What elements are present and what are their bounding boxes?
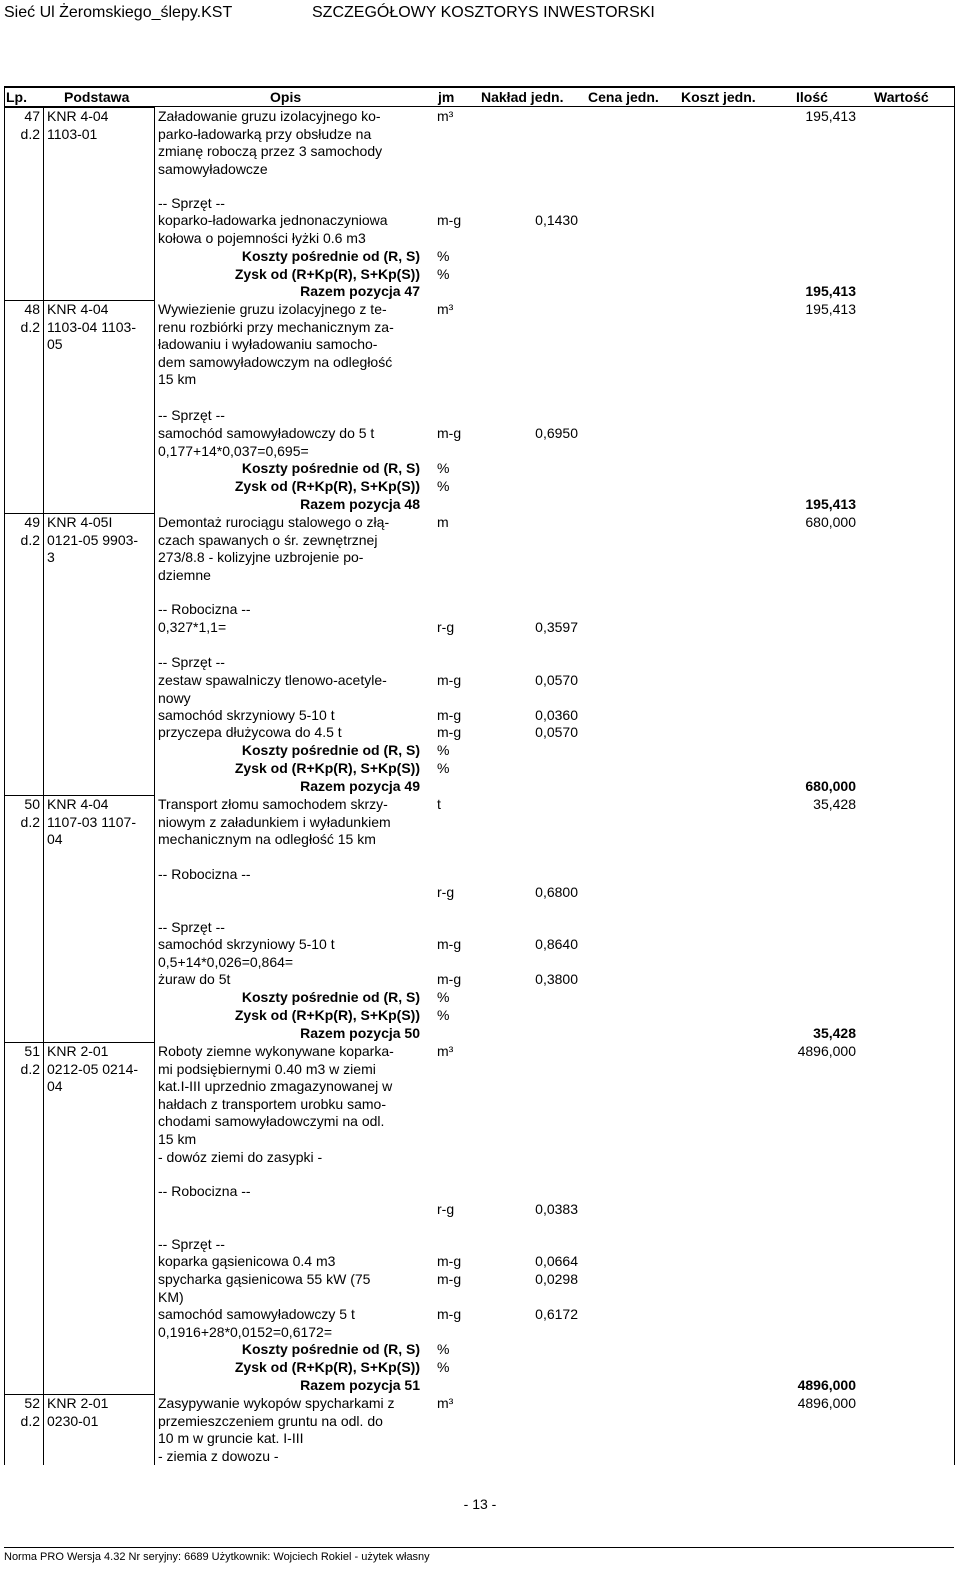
item-description: Wywiezienie gruzu izolacyjnego z te- <box>158 301 387 317</box>
unit: t <box>437 796 441 812</box>
item-total-quantity: 195,413 <box>805 496 856 512</box>
item-basis: 1103-01 <box>47 125 98 142</box>
footer-rule <box>4 1547 954 1548</box>
col-ilosc: Ilość <box>796 89 828 105</box>
item-basis: 05 <box>47 336 63 353</box>
item-description: 273/8.8 - kolizyjne uzbrojenie po- <box>158 549 364 566</box>
unit: m³ <box>437 301 454 317</box>
item-basis: KNR 2-01 <box>47 1395 109 1411</box>
quantity: 35,428 <box>813 796 856 812</box>
item-description: -- Sprzęt -- <box>158 407 225 423</box>
item-description: -- Sprzęt -- <box>158 654 225 670</box>
col-naklad-jedn: Nakład jedn. <box>481 89 564 105</box>
item-basis: KNR 4-04 <box>47 301 109 317</box>
item-description: Demontaż rurociągu stalowego o złą- <box>158 514 390 530</box>
unit-norm: 0,6950 <box>535 425 578 441</box>
quantity: 195,413 <box>805 108 856 124</box>
item-total-quantity: 35,428 <box>813 1025 856 1041</box>
unit: m-g <box>437 1271 462 1287</box>
item-description: kołowa o pojemności łyżki 0.6 m3 <box>158 229 366 246</box>
unit-norm: 0,0360 <box>535 707 578 723</box>
item-description: czach spawanych o śr. zewnętrznej <box>158 531 378 548</box>
item-lp: 48 <box>24 301 40 317</box>
cost-label: Razem pozycja 49 <box>300 778 420 794</box>
item-description: -- Robocizna -- <box>158 601 251 617</box>
item-description: mi podsiębiernymi 0.40 m3 w ziemi <box>158 1060 376 1077</box>
unit: m-g <box>437 936 462 952</box>
cost-label: Zysk od (R+Kp(R), S+Kp(S)) <box>234 1359 420 1375</box>
item-lp: 50 <box>24 796 40 812</box>
unit: r-g <box>437 884 455 900</box>
item-description: żuraw do 5t <box>158 971 231 987</box>
unit: % <box>437 248 450 264</box>
col-cena-jedn: Cena jedn. <box>588 89 659 105</box>
unit: m-g <box>437 707 462 723</box>
item-description: niowym z załadunkiem i wyładunkiem <box>158 813 391 830</box>
col-podstawa: Podstawa <box>64 89 130 105</box>
unit: m³ <box>437 1395 454 1411</box>
unit: % <box>437 1341 450 1357</box>
cost-label: Koszty pośrednie od (R, S) <box>241 248 420 264</box>
item-description: -- Sprzęt -- <box>158 195 225 211</box>
item-lp: d.2 <box>20 318 40 335</box>
unit-norm: 0,0570 <box>535 672 578 688</box>
item-lp: 47 <box>24 108 40 124</box>
unit: m³ <box>437 108 454 124</box>
unit: % <box>437 478 450 494</box>
unit: % <box>437 1007 450 1023</box>
item-basis: KNR 4-05I <box>47 514 113 530</box>
item-description: Transport złomu samochodem skrzy- <box>158 796 388 812</box>
unit-norm: 0,1430 <box>535 212 578 228</box>
quantity: 195,413 <box>805 301 856 317</box>
item-description: 0,1916+28*0,0152=0,6172= <box>158 1323 333 1340</box>
col-opis: Opis <box>270 89 302 105</box>
item-basis: KNR 2-01 <box>47 1043 109 1059</box>
col-wartosc: Wartość <box>874 89 929 105</box>
col-koszt-jedn: Koszt jedn. <box>681 89 756 105</box>
item-basis: 0212-05 0214- <box>47 1060 139 1077</box>
item-description: samochód samowyładowczy do 5 t <box>158 425 375 441</box>
item-description: -- Sprzęt -- <box>158 919 225 935</box>
quantity: 680,000 <box>805 514 856 530</box>
unit-norm: 0,0570 <box>535 724 578 740</box>
unit: m-g <box>437 1253 462 1269</box>
item-lp: d.2 <box>20 125 40 142</box>
item-description: Załadowanie gruzu izolacyjnego ko- <box>158 108 381 124</box>
cost-label: Koszty pośrednie od (R, S) <box>241 460 420 476</box>
item-description: samochód skrzyniowy 5-10 t <box>158 936 335 952</box>
item-description: parko-ładowarką przy obsłudze na <box>158 125 372 142</box>
quantity: 4896,000 <box>797 1043 856 1059</box>
unit-norm: 0,8640 <box>535 936 578 952</box>
unit-norm: 0,6172 <box>535 1306 578 1322</box>
item-description: przemieszczeniem gruntu na odl. do <box>158 1412 383 1429</box>
unit: % <box>437 460 450 476</box>
cost-label: Zysk od (R+Kp(R), S+Kp(S)) <box>234 1007 420 1023</box>
document-title: SZCZEGÓŁOWY KOSZTORYS INWESTORSKI <box>312 4 655 21</box>
unit: m <box>437 514 449 530</box>
item-description: - dowóz ziemi do zasypki - <box>158 1148 323 1165</box>
item-description: 10 m w gruncie kat. I-III <box>158 1430 304 1447</box>
item-basis: 04 <box>47 831 63 848</box>
item-description: ładowaniu i wyładowaniu samocho- <box>158 336 378 353</box>
cost-label: Koszty pośrednie od (R, S) <box>241 1341 420 1357</box>
unit: m-g <box>437 1306 462 1322</box>
unit: m-g <box>437 672 462 688</box>
item-description: 15 km <box>158 371 197 388</box>
unit: m-g <box>437 724 462 740</box>
item-description: KM) <box>158 1288 184 1305</box>
unit: m³ <box>437 1043 454 1059</box>
item-description: dem samowyładowczym na odległość <box>158 353 393 370</box>
item-total-quantity: 680,000 <box>805 778 856 794</box>
item-basis: KNR 4-04 <box>47 796 109 812</box>
page-number: - 13 - <box>463 1496 497 1512</box>
item-total-quantity: 195,413 <box>805 283 856 299</box>
col-lp: Lp. <box>6 89 27 105</box>
item-description: hałdach z transportem urobku samo- <box>158 1095 386 1112</box>
unit: m-g <box>437 212 462 228</box>
item-description: przyczepa dłużycowa do 4.5 t <box>158 724 342 740</box>
unit: m-g <box>437 425 462 441</box>
item-description: chodami samowyładowczymi na odl. <box>158 1113 385 1130</box>
unit-norm: 0,0383 <box>535 1201 578 1217</box>
item-basis: 04 <box>47 1078 63 1095</box>
item-description: - ziemia z dowozu - <box>158 1447 279 1464</box>
item-total-quantity: 4896,000 <box>797 1377 856 1393</box>
cost-label: Zysk od (R+Kp(R), S+Kp(S)) <box>234 478 420 494</box>
item-description: -- Robocizna -- <box>158 866 251 882</box>
item-basis: 1107-03 1107- <box>47 813 136 830</box>
item-description: renu rozbiórki przy mechanicznym za- <box>158 318 394 335</box>
unit-norm: 0,0664 <box>535 1253 578 1269</box>
item-lp: d.2 <box>20 531 40 548</box>
item-description: zestaw spawalniczy tlenowo-acetyle- <box>158 672 387 688</box>
cost-label: Koszty pośrednie od (R, S) <box>241 742 420 758</box>
unit-norm: 0,0298 <box>535 1271 578 1287</box>
item-basis: KNR 4-04 <box>47 108 109 124</box>
unit: r-g <box>437 1201 455 1217</box>
item-description: samochód samowyładowczy 5 t <box>158 1306 355 1322</box>
item-description: zmianę roboczą przez 3 samochody <box>158 143 383 160</box>
item-basis: 0230-01 <box>47 1412 99 1429</box>
item-lp: d.2 <box>20 1412 40 1429</box>
footer-software-note: Norma PRO Wersja 4.32 Nr seryjny: 6689 Użytkownik: Wojciech Rokiel - użytek własny <box>4 1551 430 1563</box>
unit: % <box>437 989 450 1005</box>
item-description: samochód skrzyniowy 5-10 t <box>158 707 335 723</box>
item-lp: d.2 <box>20 1060 40 1077</box>
unit-norm: 0,6800 <box>535 884 578 900</box>
item-lp: 52 <box>24 1395 40 1411</box>
item-description: koparko-ładowarka jednonaczyniowa <box>158 212 388 228</box>
item-basis: 1103-04 1103- <box>47 318 136 335</box>
item-description: kat.I-III uprzednio zmagazynowanej w <box>158 1078 393 1095</box>
col-jm: jm <box>438 89 455 105</box>
item-description: koparka gąsienicowa 0.4 m3 <box>158 1253 336 1269</box>
unit: % <box>437 1359 450 1375</box>
item-description: nowy <box>158 689 191 706</box>
item-description: 0,177+14*0,037=0,695= <box>158 442 309 459</box>
item-description: -- Robocizna -- <box>158 1183 251 1199</box>
unit: % <box>437 760 450 776</box>
unit: % <box>437 742 450 758</box>
item-description: samowyładowcze <box>158 160 268 177</box>
document-file-name: Sieć Ul Żeromskiego_ślepy.KST <box>4 4 233 21</box>
item-description: -- Sprzęt -- <box>158 1236 225 1252</box>
unit-norm: 0,3800 <box>535 971 578 987</box>
item-lp: d.2 <box>20 813 40 830</box>
item-lp: 51 <box>24 1043 40 1059</box>
cost-label: Razem pozycja 50 <box>300 1025 420 1041</box>
cost-label: Zysk od (R+Kp(R), S+Kp(S)) <box>234 760 420 776</box>
cost-label: Razem pozycja 47 <box>300 283 420 299</box>
item-basis: 3 <box>47 549 55 566</box>
unit-norm: 0,3597 <box>535 619 578 635</box>
item-description: mechanicznym na odległość 15 km <box>158 831 376 848</box>
cost-label: Koszty pośrednie od (R, S) <box>241 989 420 1005</box>
quantity: 4896,000 <box>797 1395 856 1411</box>
item-description: Zasypywanie wykopów spycharkami z <box>158 1395 395 1411</box>
item-basis: 0121-05 9903- <box>47 531 139 548</box>
cost-label: Razem pozycja 51 <box>300 1377 420 1393</box>
cost-label: Zysk od (R+Kp(R), S+Kp(S)) <box>234 266 420 282</box>
unit: m-g <box>437 971 462 987</box>
item-description: 0,5+14*0,026=0,864= <box>158 953 294 970</box>
cost-label: Razem pozycja 48 <box>300 496 420 512</box>
item-description: 15 km <box>158 1131 197 1147</box>
unit: % <box>437 266 450 282</box>
unit: r-g <box>437 619 455 635</box>
item-description: spycharka gąsienicowa 55 kW (75 <box>158 1271 371 1287</box>
item-description: 0,327*1,1= <box>158 619 227 635</box>
item-lp: 49 <box>24 514 40 530</box>
item-description: dziemne <box>158 566 211 583</box>
item-description: Roboty ziemne wykonywane koparka- <box>158 1043 394 1059</box>
